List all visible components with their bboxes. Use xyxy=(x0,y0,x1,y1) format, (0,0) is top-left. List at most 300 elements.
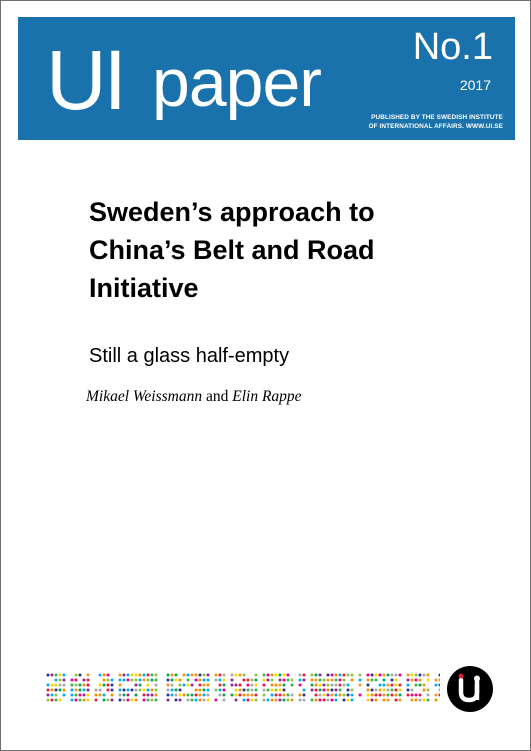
pattern-dot xyxy=(391,689,394,692)
pattern-dot xyxy=(119,679,122,682)
pattern-dot xyxy=(383,689,386,692)
pattern-dot xyxy=(331,684,334,687)
pattern-dot xyxy=(215,679,218,682)
pattern-dot xyxy=(155,679,158,682)
pattern-dot xyxy=(139,689,142,692)
pattern-dot xyxy=(155,684,158,687)
pattern-dot xyxy=(75,684,78,687)
pattern-dot xyxy=(203,694,206,697)
pattern-dot xyxy=(283,699,286,702)
pattern-dot xyxy=(379,694,382,697)
pattern-dot xyxy=(247,694,250,697)
pattern-dot xyxy=(407,689,410,692)
pattern-dot xyxy=(87,684,90,687)
pattern-dot xyxy=(251,689,254,692)
pattern-dot xyxy=(283,694,286,697)
pattern-dot xyxy=(215,689,218,692)
issue-number: No.1 xyxy=(412,26,493,68)
pattern-dot xyxy=(79,699,82,702)
pattern-dot xyxy=(427,689,430,692)
pattern-dot xyxy=(415,694,418,697)
pattern-dot xyxy=(107,689,110,692)
pattern-dot xyxy=(399,699,402,702)
pattern-dot xyxy=(379,674,382,677)
pattern-dot xyxy=(367,674,370,677)
pattern-dot xyxy=(119,699,122,702)
pattern-dot xyxy=(207,699,210,702)
pattern-dot xyxy=(199,699,202,702)
pattern-dot xyxy=(47,689,50,692)
pattern-dot xyxy=(427,694,430,697)
pattern-dot xyxy=(235,694,238,697)
pattern-dot xyxy=(75,699,78,702)
pattern-dot xyxy=(155,674,158,677)
pattern-dot xyxy=(319,689,322,692)
pattern-dot xyxy=(423,689,426,692)
pattern-dot xyxy=(111,699,114,702)
pattern-dot xyxy=(207,684,210,687)
pattern-dot xyxy=(315,699,318,702)
pattern-dot xyxy=(419,699,422,702)
pattern-dot xyxy=(311,689,314,692)
pattern-dot xyxy=(83,699,86,702)
pattern-dot xyxy=(279,679,282,682)
pattern-dot xyxy=(223,679,226,682)
pattern-dot xyxy=(271,679,274,682)
pattern-dot xyxy=(103,679,106,682)
pattern-dot xyxy=(243,694,246,697)
pattern-dot xyxy=(183,674,186,677)
pattern-dot xyxy=(247,684,250,687)
pattern-dot xyxy=(239,674,242,677)
pattern-dot xyxy=(175,679,178,682)
pattern-dot xyxy=(199,674,202,677)
pattern-dot xyxy=(283,674,286,677)
pattern-dot xyxy=(283,679,286,682)
pattern-dot xyxy=(375,679,378,682)
pattern-dot xyxy=(255,679,258,682)
pattern-dot xyxy=(231,674,234,677)
pattern-dot xyxy=(71,684,74,687)
publisher-line-2: OF INTERNATIONAL AFFAIRS. WWW.UI.SE xyxy=(368,123,503,130)
pattern-dot xyxy=(187,679,190,682)
pattern-dot xyxy=(135,699,138,702)
pattern-dot xyxy=(131,674,134,677)
pattern-dot xyxy=(263,694,266,697)
pattern-dot xyxy=(151,689,154,692)
pattern-dot xyxy=(263,679,266,682)
pattern-dot xyxy=(187,684,190,687)
pattern-dot xyxy=(351,674,354,677)
pattern-dot xyxy=(275,684,278,687)
pattern-dot xyxy=(111,684,114,687)
pattern-dot xyxy=(147,674,150,677)
pattern-dot xyxy=(271,684,274,687)
pattern-dot xyxy=(311,699,314,702)
pattern-dot xyxy=(219,694,222,697)
paper-title xyxy=(89,193,489,307)
pattern-dot xyxy=(119,674,122,677)
pattern-dot xyxy=(167,689,170,692)
pattern-dot xyxy=(199,689,202,692)
pattern-dot xyxy=(359,684,362,687)
pattern-dot xyxy=(255,689,258,692)
pattern-dot xyxy=(303,689,306,692)
pattern-dot xyxy=(127,679,130,682)
pattern-dot xyxy=(171,689,174,692)
pattern-dot xyxy=(343,694,346,697)
pattern-dot xyxy=(439,679,441,682)
pattern-dot xyxy=(423,674,426,677)
pattern-dot xyxy=(135,674,138,677)
pattern-dot xyxy=(283,684,286,687)
pattern-dot xyxy=(219,684,222,687)
pattern-dot xyxy=(127,694,130,697)
author-conjunction: and xyxy=(205,388,229,405)
pattern-dot xyxy=(175,699,178,702)
pattern-dot xyxy=(47,699,50,702)
pattern-dot xyxy=(331,689,334,692)
pattern-dot xyxy=(359,674,362,677)
pattern-dot xyxy=(99,689,102,692)
pattern-dot xyxy=(311,674,314,677)
pattern-dot xyxy=(439,684,441,687)
pattern-dot xyxy=(331,674,334,677)
pattern-dot xyxy=(195,699,198,702)
pattern-dot xyxy=(427,679,430,682)
pattern-dot xyxy=(75,689,78,692)
pattern-dot xyxy=(171,674,174,677)
pattern-dot xyxy=(103,674,106,677)
pattern-dot xyxy=(339,684,342,687)
pattern-dot xyxy=(435,694,438,697)
pattern-dot xyxy=(179,699,182,702)
publisher-note xyxy=(369,113,503,131)
pattern-dot xyxy=(127,699,130,702)
pattern-dot xyxy=(267,679,270,682)
pattern-dot xyxy=(427,674,430,677)
pattern-dot xyxy=(235,689,238,692)
pattern-dot xyxy=(299,699,302,702)
pattern-dot xyxy=(107,699,110,702)
pattern-dot xyxy=(51,694,54,697)
pattern-dot xyxy=(111,689,114,692)
pattern-dot xyxy=(391,694,394,697)
pattern-dot xyxy=(179,679,182,682)
pattern-dot xyxy=(131,679,134,682)
pattern-dot xyxy=(315,689,318,692)
pattern-dot xyxy=(323,679,326,682)
pattern-dot xyxy=(287,679,290,682)
pattern-dot xyxy=(195,679,198,682)
pattern-dot xyxy=(411,679,414,682)
pattern-dot xyxy=(59,674,62,677)
pattern-dot xyxy=(315,684,318,687)
pattern-dot xyxy=(375,674,378,677)
pattern-dot xyxy=(171,684,174,687)
pattern-dot xyxy=(371,699,374,702)
pattern-dot xyxy=(371,694,374,697)
pattern-dot xyxy=(315,679,318,682)
pattern-dot xyxy=(399,684,402,687)
pattern-dot xyxy=(79,674,82,677)
pattern-dot xyxy=(95,699,98,702)
pattern-dot xyxy=(299,684,302,687)
pattern-dot xyxy=(279,674,282,677)
pattern-dot xyxy=(147,689,150,692)
pattern-dot xyxy=(439,674,441,677)
pattern-dot xyxy=(231,694,234,697)
pattern-dot xyxy=(399,674,402,677)
pattern-dot xyxy=(71,699,74,702)
pattern-dot xyxy=(235,684,238,687)
pattern-dot xyxy=(63,694,66,697)
pattern-dot xyxy=(75,679,78,682)
pattern-dot xyxy=(387,674,390,677)
pattern-dot xyxy=(423,684,426,687)
pattern-dot xyxy=(383,699,386,702)
pattern-dot xyxy=(263,699,266,702)
pattern-dot xyxy=(143,689,146,692)
pattern-dot xyxy=(335,684,338,687)
pattern-dot xyxy=(427,699,430,702)
pattern-dot xyxy=(343,679,346,682)
pattern-dot xyxy=(183,694,186,697)
pattern-dot xyxy=(103,684,106,687)
pattern-dot xyxy=(255,684,258,687)
pattern-dot xyxy=(207,674,210,677)
pattern-dot xyxy=(271,694,274,697)
pattern-dot xyxy=(59,699,62,702)
pattern-dot xyxy=(199,694,202,697)
pattern-dot xyxy=(187,699,190,702)
pattern-dot xyxy=(63,674,66,677)
pattern-dot xyxy=(239,689,242,692)
pattern-dot xyxy=(251,684,254,687)
pattern-dot xyxy=(191,699,194,702)
pattern-dot xyxy=(191,684,194,687)
pattern-dot xyxy=(195,689,198,692)
pattern-dot xyxy=(339,679,342,682)
pattern-dot xyxy=(395,679,398,682)
pattern-dot xyxy=(275,699,278,702)
pattern-dot xyxy=(83,684,86,687)
pattern-dot xyxy=(187,694,190,697)
pattern-dot xyxy=(203,674,206,677)
pattern-dot xyxy=(299,674,302,677)
pattern-dot xyxy=(151,699,154,702)
pattern-dot xyxy=(343,674,346,677)
pattern-dot xyxy=(391,679,394,682)
pattern-dot xyxy=(167,694,170,697)
pattern-dot xyxy=(235,674,238,677)
pattern-dot xyxy=(371,679,374,682)
pattern-dot xyxy=(375,689,378,692)
pattern-dot xyxy=(359,694,362,697)
pattern-dot xyxy=(55,694,58,697)
pattern-dot xyxy=(335,674,338,677)
pattern-dot xyxy=(391,684,394,687)
pattern-dot xyxy=(331,699,334,702)
pattern-dot xyxy=(303,699,306,702)
pattern-dot xyxy=(243,679,246,682)
pattern-dot xyxy=(415,684,418,687)
pattern-dot xyxy=(327,694,330,697)
pattern-dot xyxy=(195,674,198,677)
pattern-dot xyxy=(343,699,346,702)
pattern-dot xyxy=(51,699,54,702)
pattern-dot xyxy=(251,679,254,682)
pattern-dot xyxy=(79,694,82,697)
pattern-dot xyxy=(183,684,186,687)
dot-pattern xyxy=(46,673,440,703)
pattern-dot xyxy=(335,689,338,692)
pattern-dot xyxy=(79,684,82,687)
pattern-dot xyxy=(263,684,266,687)
pattern-dot xyxy=(83,679,86,682)
pattern-dot xyxy=(419,694,422,697)
pattern-dot xyxy=(87,689,90,692)
pattern-dot xyxy=(439,689,441,692)
pattern-dot xyxy=(111,679,114,682)
pattern-dot xyxy=(435,684,438,687)
pattern-dot xyxy=(123,679,126,682)
pattern-dot xyxy=(131,699,134,702)
pattern-dot xyxy=(311,684,314,687)
pattern-dot xyxy=(47,674,50,677)
pattern-dot xyxy=(347,674,350,677)
pattern-dot xyxy=(387,694,390,697)
pattern-dot xyxy=(411,694,414,697)
author-1: Mikael Weissmann xyxy=(86,388,203,405)
logo-ui: UI xyxy=(46,33,124,127)
pattern-dot xyxy=(223,674,226,677)
pattern-dot xyxy=(299,694,302,697)
pattern-dot xyxy=(47,694,50,697)
pattern-dot xyxy=(139,679,142,682)
pattern-dot xyxy=(367,689,370,692)
pattern-dot xyxy=(319,679,322,682)
pattern-dot xyxy=(135,684,138,687)
pattern-dot xyxy=(399,694,402,697)
pattern-dot xyxy=(199,679,202,682)
pattern-dot xyxy=(247,699,250,702)
pattern-dot xyxy=(371,674,374,677)
pattern-dot xyxy=(435,699,438,702)
pattern-dot xyxy=(51,684,54,687)
pattern-dot xyxy=(419,684,422,687)
pattern-dot xyxy=(223,694,226,697)
pattern-dot xyxy=(407,684,410,687)
ui-logo-icon xyxy=(447,666,493,712)
pattern-dot xyxy=(179,694,182,697)
pattern-dot xyxy=(275,689,278,692)
pattern-dot xyxy=(323,684,326,687)
pattern-dot xyxy=(219,689,222,692)
pattern-dot xyxy=(395,684,398,687)
pattern-dot xyxy=(303,694,306,697)
pattern-dot xyxy=(287,694,290,697)
pattern-dot xyxy=(379,684,382,687)
pattern-dot xyxy=(311,679,314,682)
pattern-dot xyxy=(275,674,278,677)
pattern-dot xyxy=(55,679,58,682)
pattern-dot xyxy=(155,694,158,697)
pattern-dot xyxy=(71,679,74,682)
pattern-dot xyxy=(247,689,250,692)
pattern-dot xyxy=(343,684,346,687)
pattern-dot xyxy=(63,684,66,687)
pattern-dot xyxy=(367,699,370,702)
pattern-dot xyxy=(267,699,270,702)
pattern-dot xyxy=(171,679,174,682)
pattern-dot xyxy=(51,689,54,692)
pattern-dot xyxy=(267,674,270,677)
logo-paper: paper xyxy=(152,45,321,121)
pattern-dot xyxy=(319,674,322,677)
pattern-dot xyxy=(103,694,106,697)
pattern-dot xyxy=(207,679,210,682)
pattern-dot xyxy=(199,684,202,687)
pattern-dot xyxy=(99,694,102,697)
pattern-dot xyxy=(155,689,158,692)
pattern-dot xyxy=(87,694,90,697)
pattern-dot xyxy=(167,699,170,702)
pattern-dot xyxy=(255,699,258,702)
pattern-dot xyxy=(119,689,122,692)
pattern-dot xyxy=(331,694,334,697)
pattern-dot xyxy=(59,684,62,687)
pattern-dot xyxy=(87,674,90,677)
issue-year: 2017 xyxy=(459,77,491,93)
pattern-dot xyxy=(71,689,74,692)
title-line-1: Sweden’s approach to xyxy=(89,197,375,227)
pattern-dot xyxy=(323,689,326,692)
pattern-dot xyxy=(367,694,370,697)
pattern-dot xyxy=(327,674,330,677)
pattern-dot xyxy=(291,684,294,687)
pattern-dot xyxy=(351,694,354,697)
pattern-dot xyxy=(111,694,114,697)
pattern-dot xyxy=(347,689,350,692)
pattern-dot xyxy=(55,674,58,677)
pattern-dot xyxy=(231,684,234,687)
pattern-dot xyxy=(291,699,294,702)
pattern-dot xyxy=(223,689,226,692)
pattern-dot xyxy=(75,674,78,677)
pattern-dot xyxy=(175,694,178,697)
pattern-dot xyxy=(99,684,102,687)
pattern-dot xyxy=(327,684,330,687)
pattern-dot xyxy=(175,674,178,677)
pattern-dot xyxy=(267,689,270,692)
title-line-3: Initiative xyxy=(89,273,199,303)
pattern-dot xyxy=(135,689,138,692)
pattern-dot xyxy=(323,694,326,697)
pattern-dot xyxy=(151,674,154,677)
pattern-dot xyxy=(243,689,246,692)
pattern-dot xyxy=(179,689,182,692)
pattern-dot xyxy=(75,694,78,697)
pattern-dot xyxy=(415,699,418,702)
pattern-dot xyxy=(391,674,394,677)
pattern-dot xyxy=(395,694,398,697)
pattern-dot xyxy=(239,694,242,697)
pattern-dot xyxy=(127,689,130,692)
pattern-dot xyxy=(371,689,374,692)
pattern-dot xyxy=(219,674,222,677)
pattern-dot xyxy=(83,694,86,697)
